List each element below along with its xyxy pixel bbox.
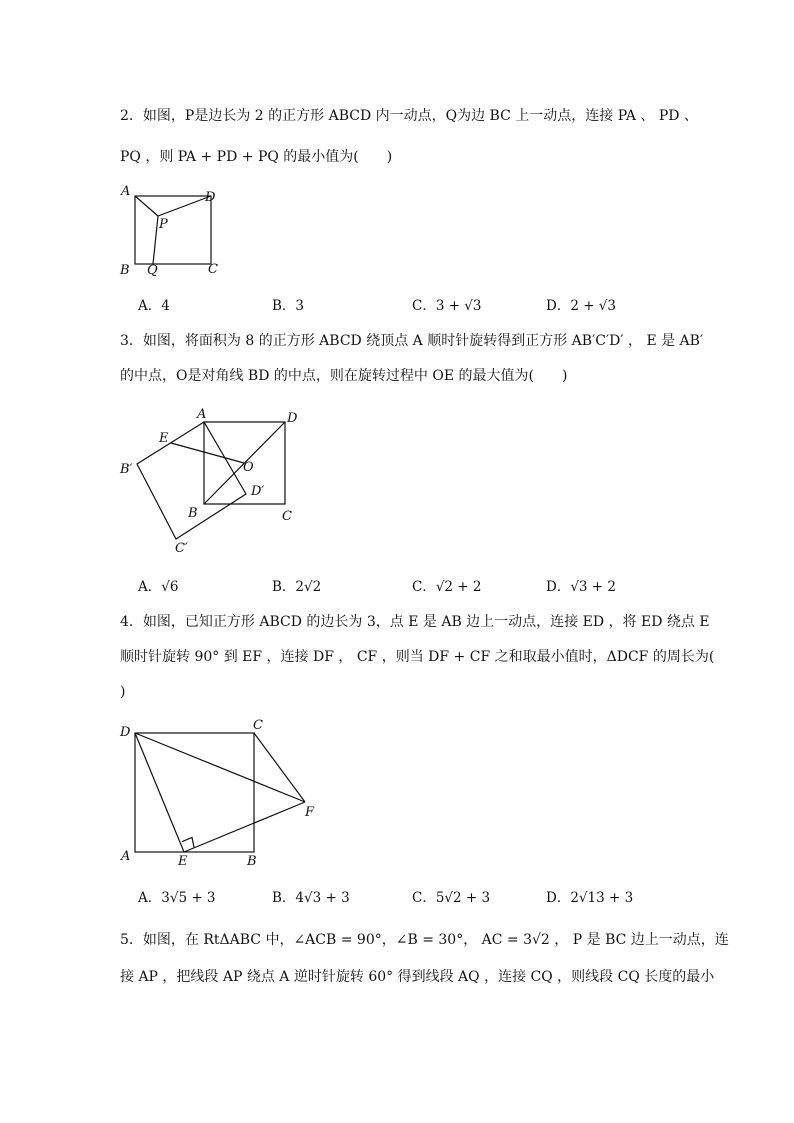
q4-label-e: E	[178, 854, 188, 869]
q4-stem-line1: 4．如图，已知正方形 ABCD 的边长为 3，点 E 是 AB 边上一动点，连接 ED ，将 ED 绕点 E	[120, 614, 710, 630]
q3-stem-line1: 3．如图，将面积为 8 的正方形 ABCD 绕顶点 A 顺时针旋转得到正方形 AB′C′D′ ， E 是 AB′	[120, 333, 704, 349]
q4-label-d: D	[120, 725, 131, 740]
q2-label-d: D	[205, 190, 216, 205]
q4-label-a: A	[121, 849, 131, 864]
q4-label-f: F	[305, 805, 315, 820]
q3-option-b: B．2√2	[272, 579, 322, 595]
q4-option-c: C．5√2 + 3	[412, 890, 491, 906]
q2-label-a: A	[121, 184, 131, 199]
q4-option-d: D．2√13 + 3	[546, 890, 634, 906]
q3-label-b: B	[188, 506, 198, 521]
q3-label-o: O	[243, 460, 254, 475]
q2-stem-line1: 2．如图，P是边长为 2 的正方形 ABCD 内一动点，Q为边 BC 上一动点，连接 PA 、 PD 、	[120, 108, 698, 124]
q2-option-d: D．2 + √3	[546, 298, 616, 314]
q3-figure	[115, 400, 315, 560]
q2-option-c: C．3 + √3	[412, 298, 482, 314]
q3-label-a: A	[197, 407, 207, 422]
q3-option-a: A．√6	[138, 579, 179, 595]
q3-label-d-prime: D′	[251, 484, 265, 499]
q3-option-c: C．√2 + 2	[412, 579, 482, 595]
q3-label-c: C	[282, 509, 292, 524]
q4-option-a: A．3√5 + 3	[138, 890, 216, 906]
q5-stem-line2: 接 AP ，把线段 AP 绕点 A 逆时针旋转 60° 得到线段 AQ ，连接 CQ ，则线段 CQ 长度的最小	[120, 969, 715, 985]
q4-option-b: B．4√3 + 3	[272, 890, 350, 906]
q5-stem-line1: 5．如图，在 RtΔABC 中，∠ACB = 90°，∠B = 30°， AC = 3√2 ， P 是 BC 边上一动点，连	[120, 932, 729, 948]
q3-label-b-prime: B′	[120, 462, 133, 477]
q3-label-c-prime: C′	[175, 541, 188, 556]
q4-stem-line2: 顺时针旋转 90° 到 EF ，连接 DF ， CF ，则当 DF + CF 之和取最小值时，ΔDCF 的周长为(	[120, 649, 715, 665]
q4-stem-line3: )	[120, 684, 126, 700]
q2-option-a: A．4	[138, 298, 170, 314]
q4-label-c: C	[253, 718, 263, 733]
q3-stem-line2: 的中点，O是对角线 BD 的中点，则在旋转过程中 OE 的最大值为( )	[120, 368, 568, 384]
q2-option-b: B．3	[272, 298, 305, 314]
q3-option-d: D．√3 + 2	[546, 579, 616, 595]
q2-label-q: Q	[147, 263, 158, 278]
q2-figure	[115, 180, 225, 280]
q4-figure	[115, 715, 325, 875]
q4-label-b: B	[247, 854, 257, 869]
q2-label-c: C	[208, 262, 218, 277]
q3-label-d: D	[287, 411, 298, 426]
q2-stem-line2: PQ ，则 PA + PD + PQ 的最小值为( )	[120, 149, 393, 165]
q3-label-e: E	[159, 431, 169, 446]
q2-label-b: B	[120, 263, 130, 278]
q2-label-p: P	[159, 217, 168, 232]
